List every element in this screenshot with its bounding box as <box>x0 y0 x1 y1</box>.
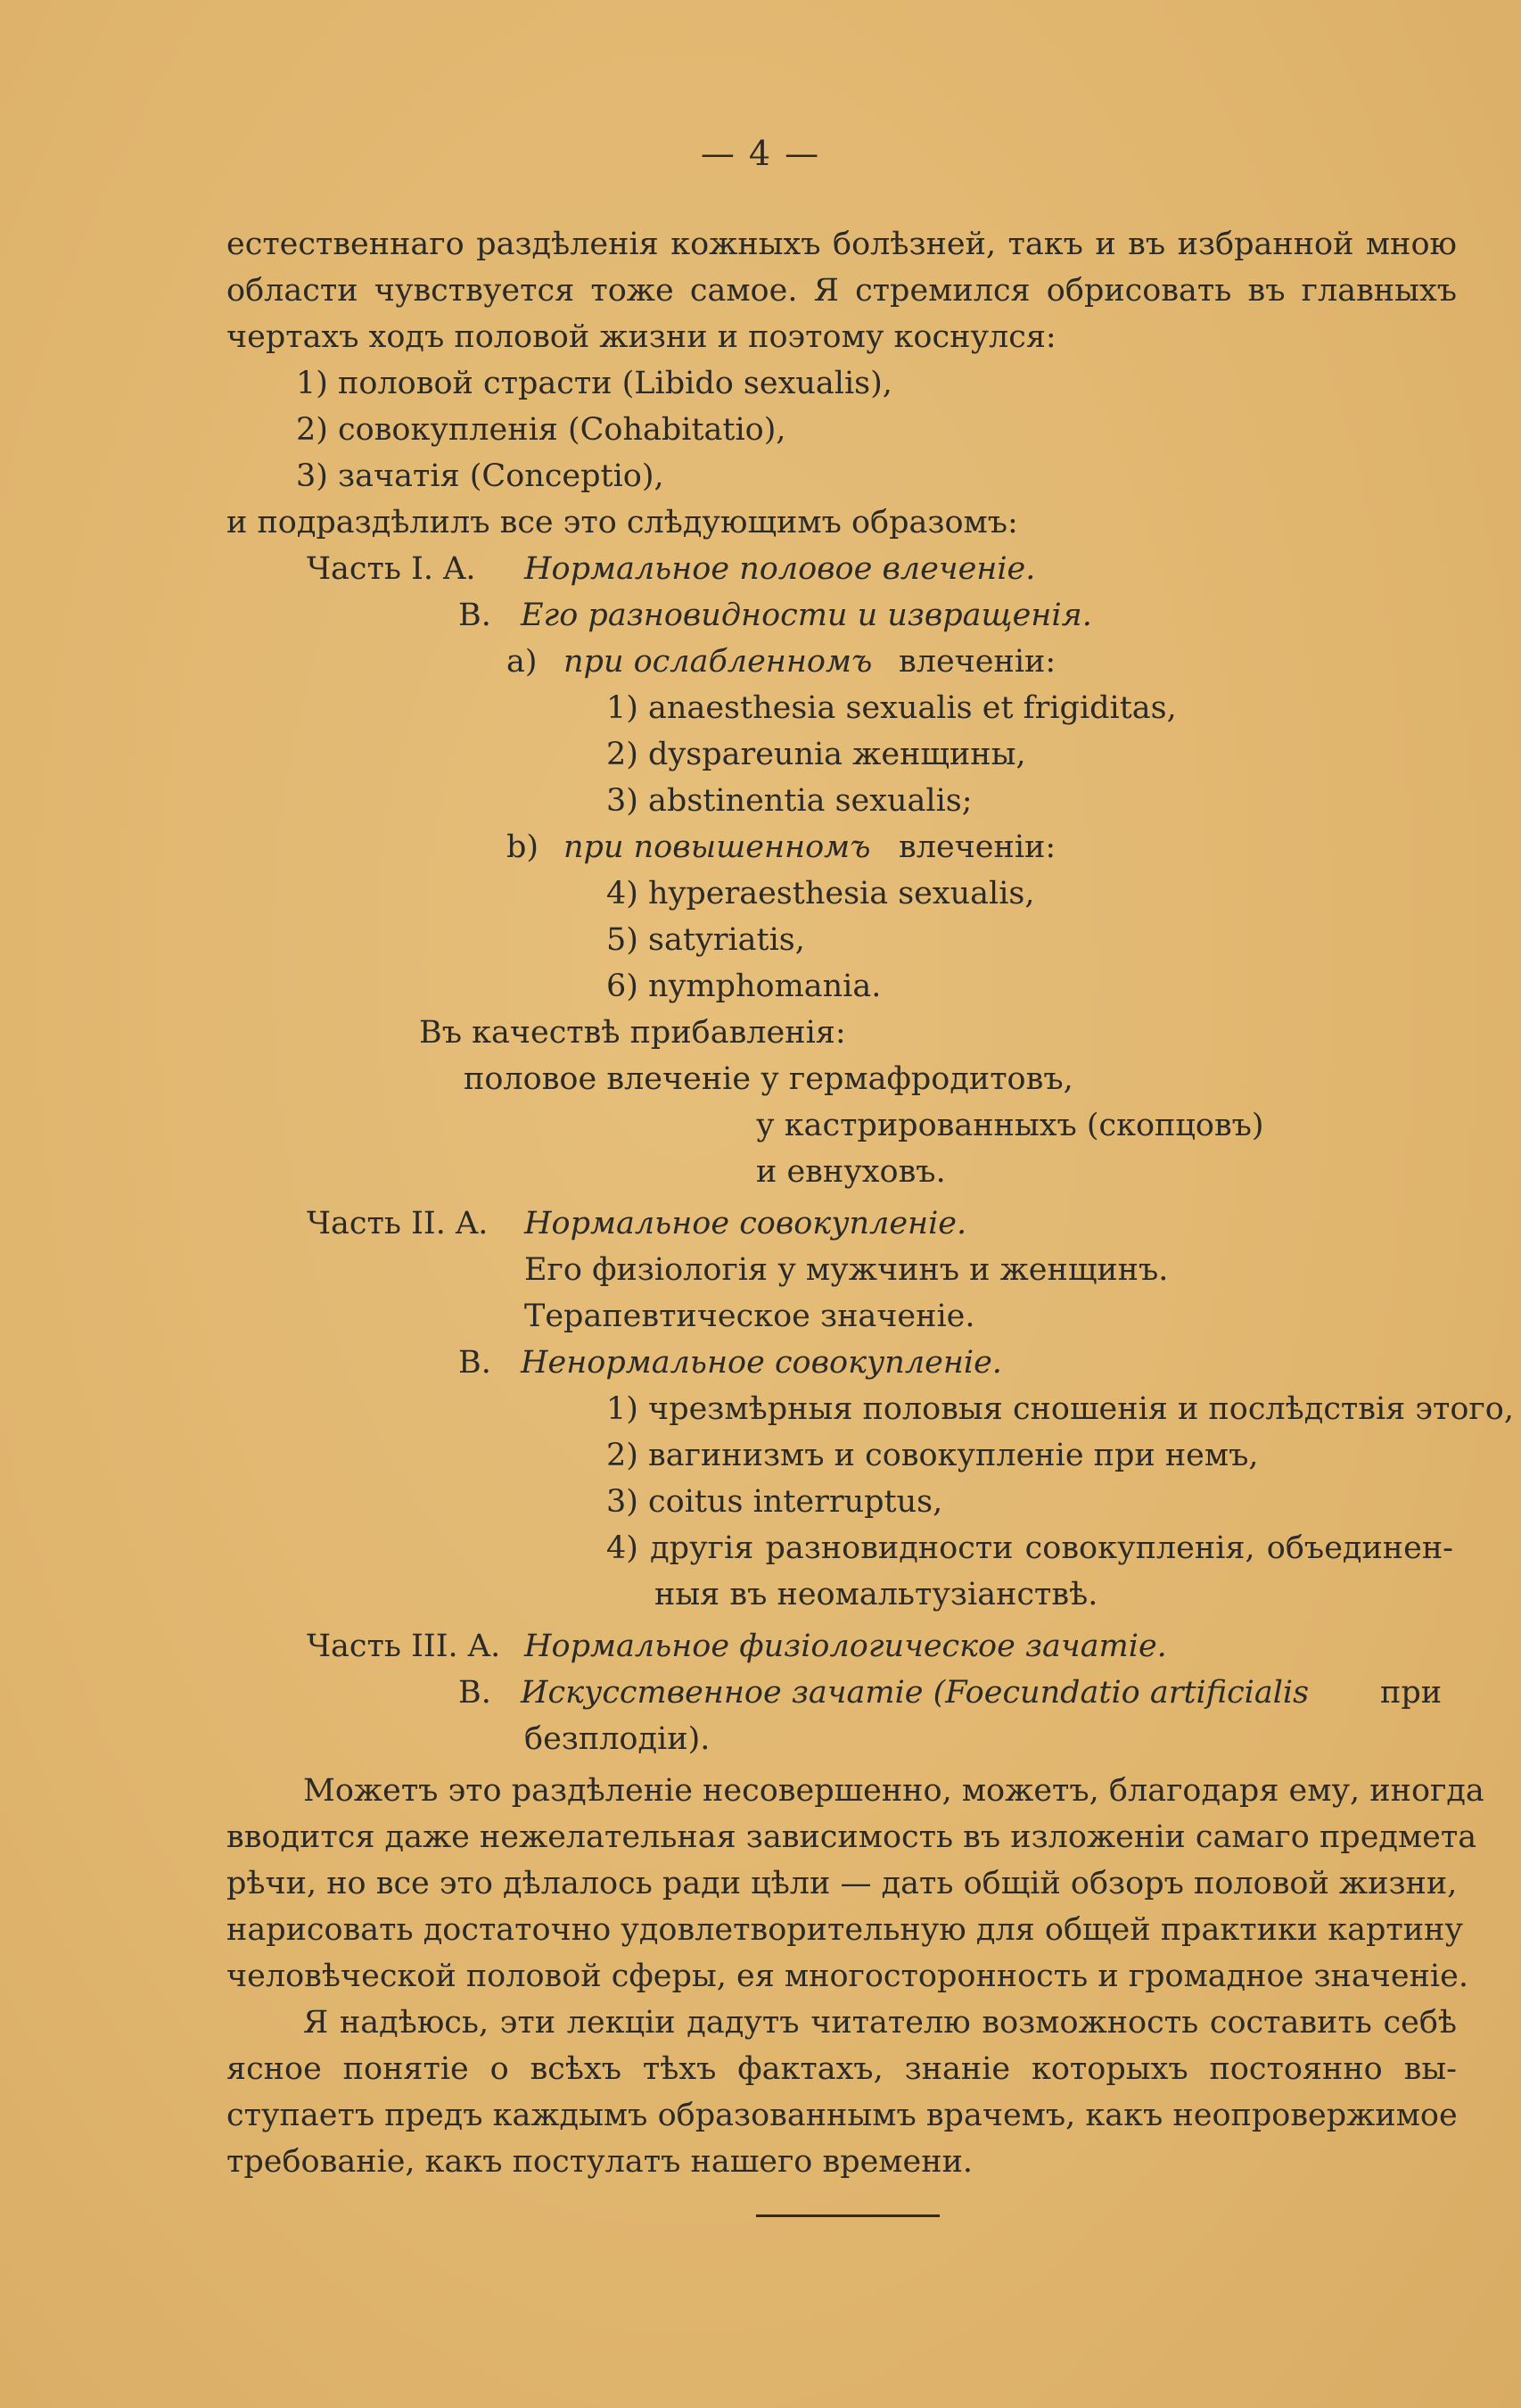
part2-label: Часть II. A. <box>307 1206 489 1241</box>
part1-heading-a: Нормальное половое влеченіе. <box>524 551 1036 587</box>
part1-sub-a-label: a) <box>506 644 538 680</box>
intro-line: области чувствуется тоже самое. Я стремился обрисовать въ главныхъ <box>226 273 1457 309</box>
part1-sub-a-item: 3) abstinentia sexualis; <box>606 783 973 819</box>
end-rule <box>756 2214 940 2217</box>
closing-line: требованіе, какъ постулатъ нашего времени. <box>226 2144 974 2180</box>
page-number: — 4 — <box>700 134 821 173</box>
intro-list-item: 3) зачатія (Conceptio), <box>296 458 664 494</box>
part2-letter-b: B. <box>458 1345 491 1381</box>
part3-heading-b-cont: безплодіи). <box>524 1721 711 1757</box>
part1-heading-b: Его разновидности и извращенія. <box>521 598 1092 633</box>
part2-b-item: 2) вагинизмъ и совокупленіе при немъ, <box>606 1438 1259 1473</box>
intro-list-item: 1) половой страсти (Libido sexualis), <box>296 366 892 401</box>
part1-letter-b: B. <box>458 598 491 633</box>
closing-line: рѣчи, но все это дѣлалось ради цѣли — дать общій обзоръ половой жизни, <box>226 1866 1458 1901</box>
part2-b-item: 4) другія разновидности совокупленія, объединен- <box>606 1530 1453 1566</box>
part1-addition-title: Въ качествѣ прибавленія: <box>419 1015 846 1051</box>
part1-sub-b-label: b) <box>506 829 539 865</box>
part1-label: Часть I. A. <box>307 551 476 587</box>
part1-addition-line: и евнуховъ. <box>756 1154 946 1190</box>
part1-sub-a-item: 1) anaesthesia sexualis et frigiditas, <box>606 690 1177 726</box>
part3-heading-b-rest: при <box>1380 1675 1443 1711</box>
part3-heading-a: Нормальное физіологическое зачатіе. <box>524 1629 1167 1664</box>
intro-line: естественнаго раздѣленія кожныхъ болѣзней, такъ и въ избранной мною <box>226 227 1457 262</box>
part2-b-item: 1) чрезмѣрныя половыя сношенія и послѣдствія этого, <box>606 1391 1514 1427</box>
part1-sub-a-rest: влеченіи: <box>899 644 1056 680</box>
part1-sub-b-item: 6) nymphomania. <box>606 969 882 1004</box>
part2-b-item-cont: ныя въ неомальтузіанствѣ. <box>654 1577 1098 1612</box>
intro-list-item: 2) совокупленія (Cohabitatio), <box>296 412 786 448</box>
closing-line: вводится даже нежелательная зависимость въ изложеніи самаго предмета <box>226 1819 1477 1855</box>
closing-line: Можетъ это раздѣленіе несовершенно, можетъ, благодаря ему, иногда <box>303 1773 1484 1809</box>
part1-sub-b-rest: влеченіи: <box>899 829 1056 865</box>
part2-b-item: 3) coitus interruptus, <box>606 1484 943 1520</box>
closing-line: ступаетъ предъ каждымъ образованнымъ врачемъ, какъ неопровержимое <box>226 2098 1458 2133</box>
part3-label: Часть III. A. <box>307 1629 501 1664</box>
part2-heading-b: Ненормальное совокупленіе. <box>521 1345 1002 1381</box>
closing-line: Я надѣюсь, эти лекціи дадутъ читателю возможность составить себѣ <box>303 2005 1457 2041</box>
closing-line: нарисовать достаточно удовлетворительную для общей практики картину <box>226 1912 1463 1948</box>
part1-sub-a-title: при ослабленномъ <box>563 644 873 680</box>
part3-letter-b: B. <box>458 1675 491 1711</box>
part1-sub-b-item: 4) hyperaesthesia sexualis, <box>606 876 1035 911</box>
part1-addition-line: у кастрированныхъ (скопцовъ) <box>756 1108 1264 1143</box>
part1-sub-b-item: 5) satyriatis, <box>606 922 805 958</box>
part1-addition-line: половое влеченіе у гермафродитовъ, <box>464 1061 1073 1097</box>
part2-heading-a: Нормальное совокупленіе. <box>524 1206 967 1241</box>
intro-line: чертахъ ходъ половой жизни и поэтому коснулся: <box>226 319 1056 355</box>
closing-line: человѣческой половой сферы, ея многосторонность и громадное значеніе. <box>226 1959 1468 1994</box>
part3-heading-b: Искусственное зачатіе (Foecundatio artificialis <box>521 1675 1310 1711</box>
intro-line: и подраздѣлилъ все это слѣдующимъ образомъ: <box>226 505 1018 540</box>
part1-sub-a-item: 2) dyspareunia женщины, <box>606 737 1026 772</box>
part2-a-line: Терапевтическое значеніе. <box>524 1299 975 1334</box>
closing-line: ясное понятіе о всѣхъ тѣхъ фактахъ, знаніе которыхъ постоянно вы- <box>226 2051 1457 2087</box>
part2-a-line: Его физіологія у мужчинъ и женщинъ. <box>524 1252 1169 1288</box>
part1-sub-b-title: при повышенномъ <box>563 829 871 865</box>
